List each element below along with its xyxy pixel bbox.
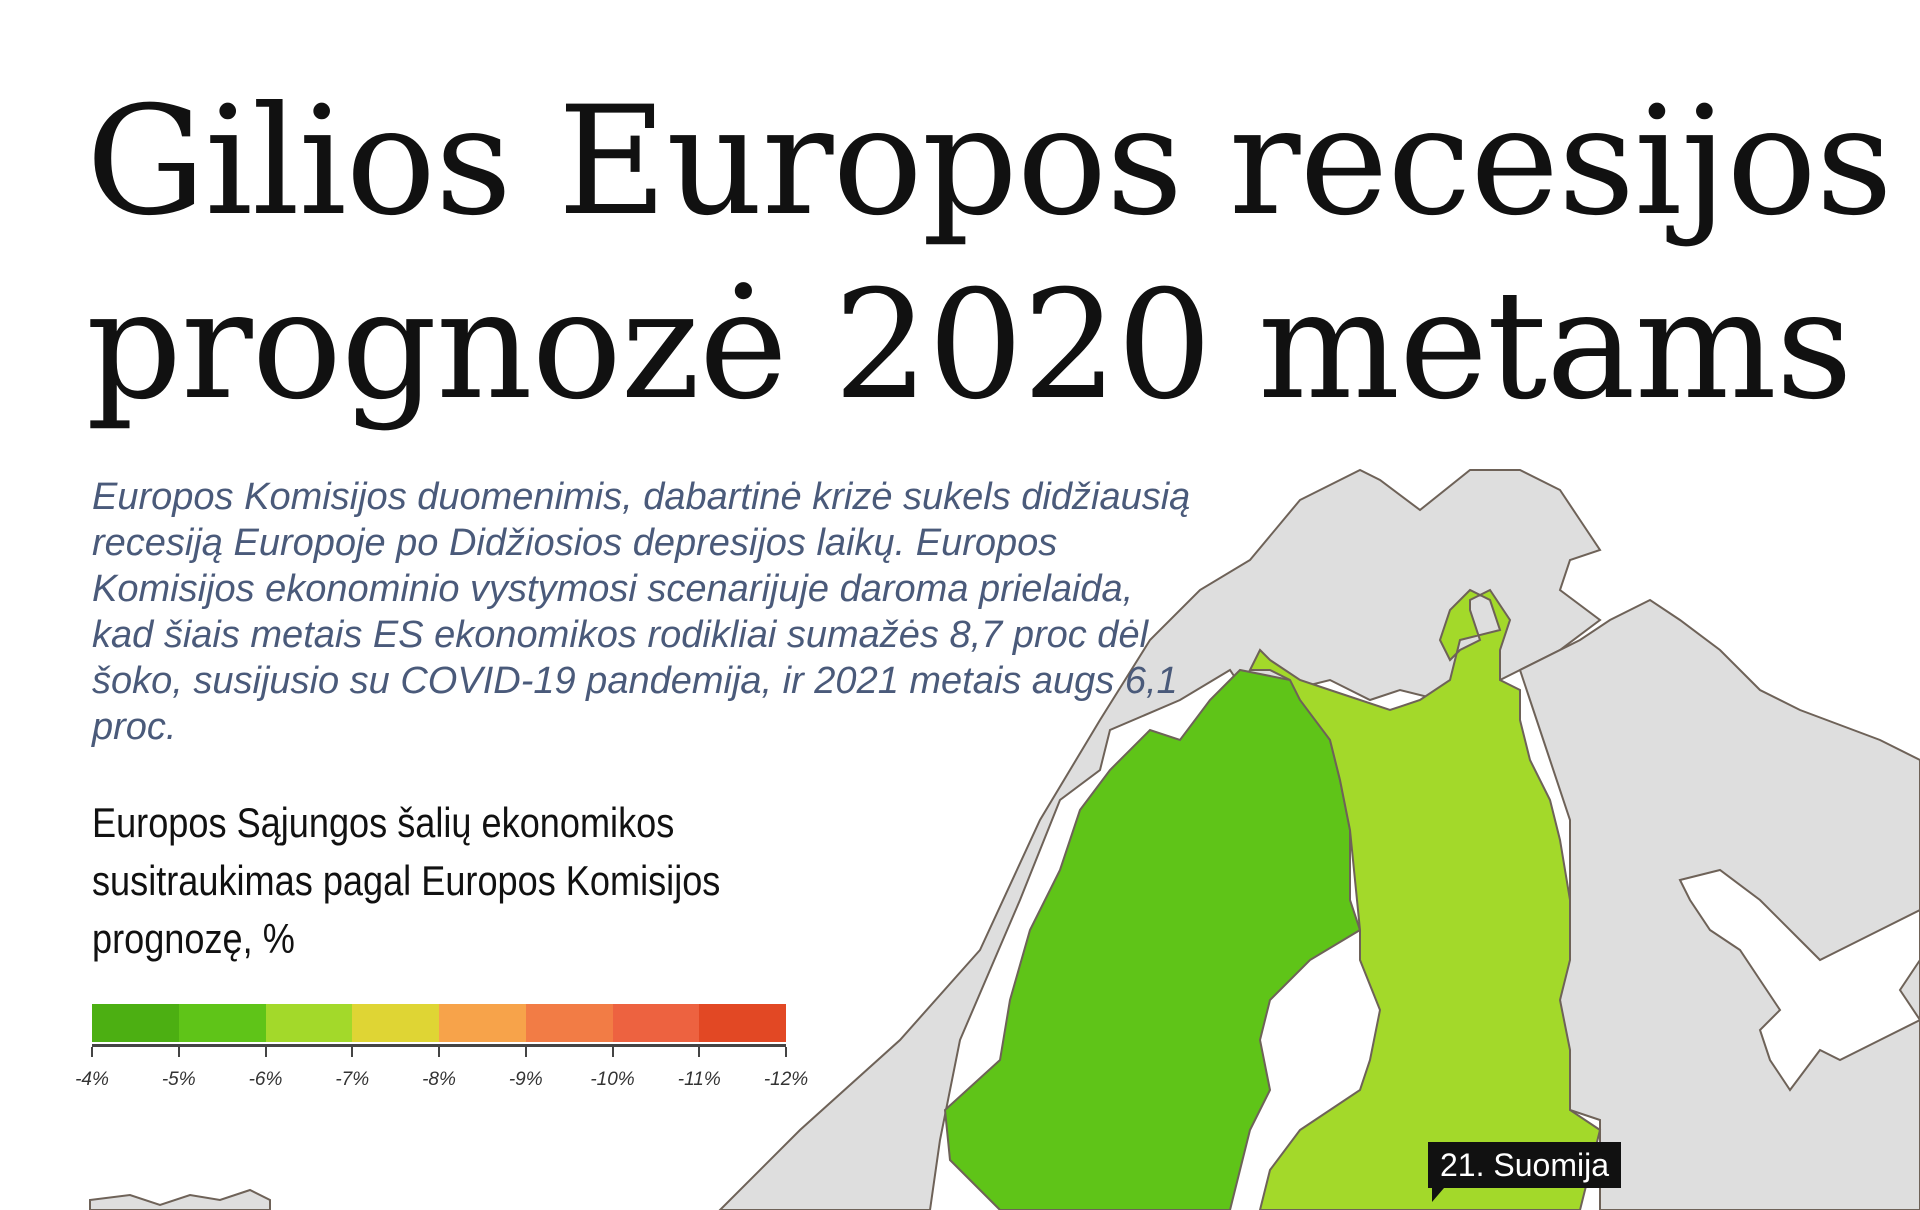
scale-swatch	[266, 1004, 353, 1042]
scale-tick-label: -7%	[335, 1069, 370, 1090]
uk-fragment	[90, 1190, 270, 1210]
scale-tick	[698, 1047, 700, 1057]
scale-swatch	[613, 1004, 700, 1042]
color-scale-legend	[75, 1004, 809, 1091]
legend-title: Europos Sąjungos šalių ekonomikos susitraukimas pagal Europos Komisijos prognozę, %	[92, 799, 721, 962]
scale-tick-label: -11%	[677, 1069, 721, 1090]
color-scale-bar	[92, 1004, 786, 1042]
scale-tick-label: -6%	[248, 1069, 283, 1090]
scale-tick-label: -5%	[161, 1069, 196, 1090]
scale-tick	[612, 1047, 614, 1057]
title-line-2: prognozė 2020 metams	[86, 259, 1852, 433]
scale-swatch	[699, 1004, 786, 1042]
scale-tick-label: -4%	[75, 1069, 109, 1090]
scale-swatch	[352, 1004, 439, 1042]
scale-tick-label: -9%	[508, 1069, 543, 1090]
intro-paragraph: Europos Komisijos duomenimis, dabartinė krizė sukels didžiausią recesiją Europoje po Didžiosios depresijos laikų. Europos Komisijos ekonominio vystymosi scenarijuje daroma prielaida, kad šiais metais ES ekonomikos rodikliai sumažės 8,7 proc dėl šoko, susijusio su COVID-19 pandemija, ir 2021 metais augs 6,1 proc.	[92, 476, 1191, 748]
scale-tick	[91, 1047, 93, 1057]
page-title	[86, 70, 1892, 438]
country-label-finland: 21. Suomija	[1428, 1142, 1621, 1188]
scale-swatch	[92, 1004, 179, 1042]
title-line-1: Gilios Europos recesijos	[86, 75, 1892, 249]
scale-swatch	[526, 1004, 613, 1042]
scale-tick	[438, 1047, 440, 1057]
scale-swatch	[179, 1004, 266, 1042]
scale-tick-label: -12%	[763, 1069, 809, 1090]
scale-tick	[525, 1047, 527, 1057]
scale-tick	[785, 1047, 787, 1057]
scale-swatch	[439, 1004, 526, 1042]
scale-tick-label: -10%	[590, 1069, 635, 1090]
scale-ticks	[75, 1047, 809, 1091]
sweden-region	[945, 670, 1360, 1210]
scale-tick	[178, 1047, 180, 1057]
scale-tick-label: -8%	[422, 1069, 456, 1090]
scale-tick	[351, 1047, 353, 1057]
scale-tick	[265, 1047, 267, 1057]
